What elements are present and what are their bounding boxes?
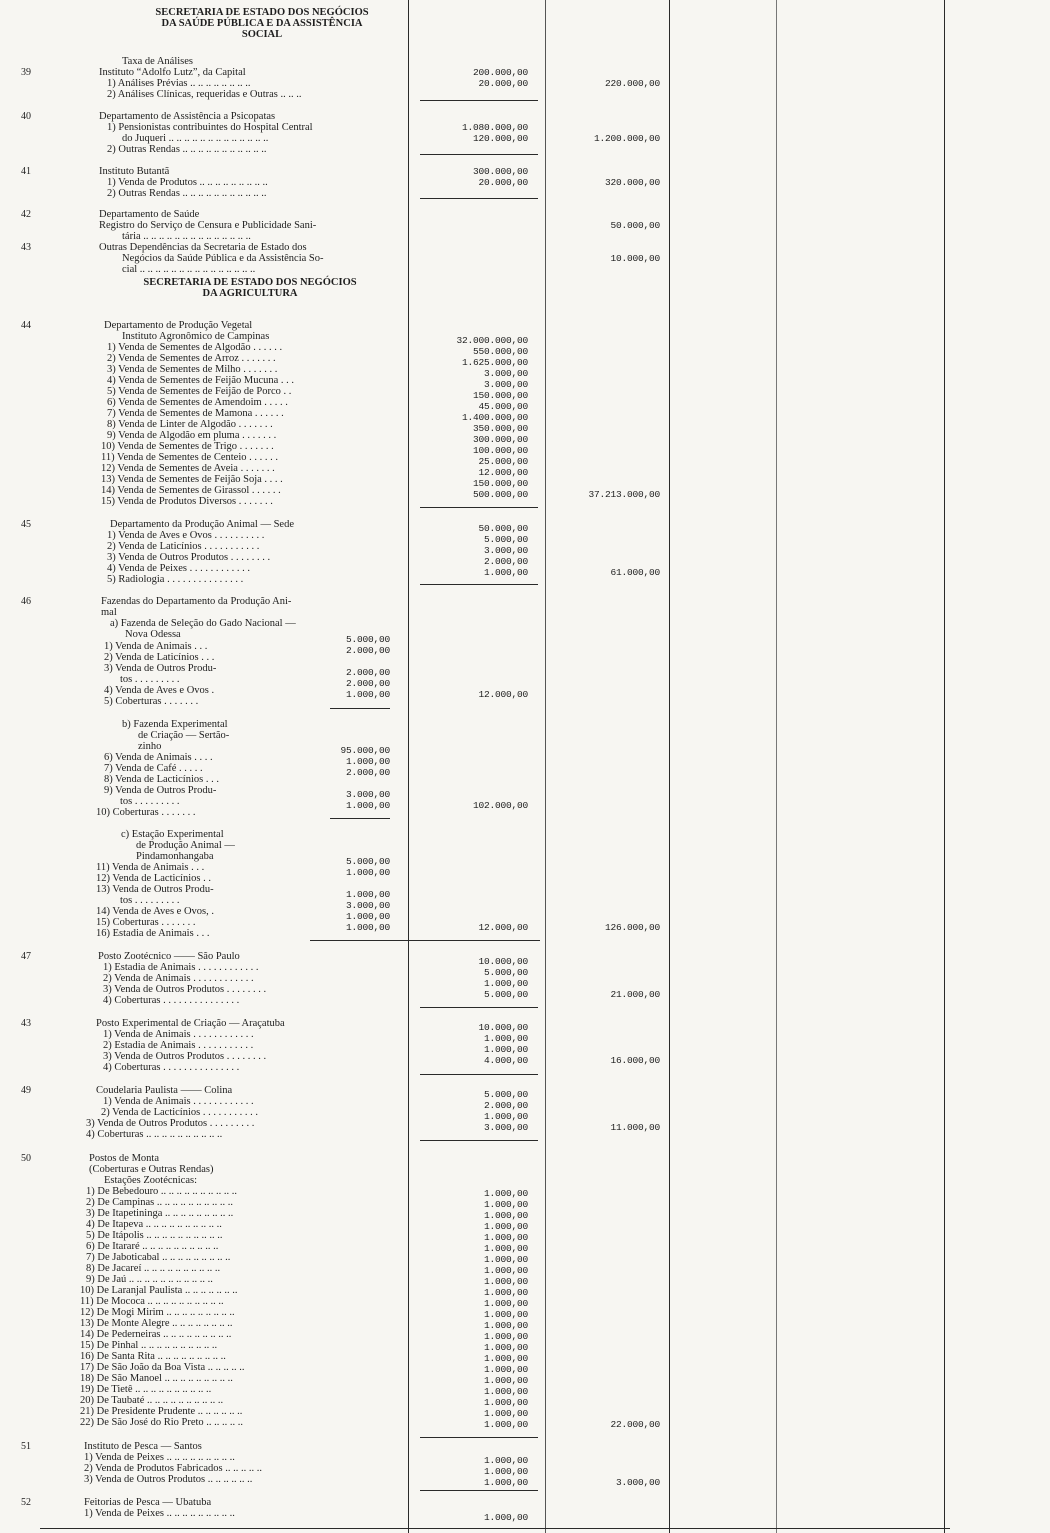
entry-line: 2) Venda de Laticínios . . . . . . . . . . . <box>107 541 260 552</box>
item-number: 45 <box>21 519 31 530</box>
entry-line: 2) De Campinas .. .. .. .. .. .. .. .. .. .. <box>86 1197 233 1208</box>
heading-line: DA SAÚDE PÚBLICA E DA ASSISTÊNCIA <box>161 18 363 30</box>
entry-line: 15) Venda de Produtos Diversos . . . . . . . <box>101 496 273 507</box>
amount-value: 32.000.000,00 <box>456 335 528 346</box>
entry-line: Pindamonhangaba <box>136 851 214 862</box>
amount-value: 37.213.000,00 <box>588 489 660 500</box>
entry-line: Posto Experimental de Criação — Araçatuba <box>96 1018 285 1029</box>
entry-line: 15) Coberturas . . . . . . . <box>96 917 196 928</box>
entry-line: 10) Venda de Sementes de Trigo . . . . . . . <box>101 441 274 452</box>
entry-line: 14) Venda de Aves e Ovos, . <box>96 906 215 917</box>
amount-value: 12.000,00 <box>478 467 528 478</box>
entry-line: 1) Venda de Sementes de Algodão . . . . . . <box>107 342 283 353</box>
entry-line: 2) Estadia de Animais . . . . . . . . . . . <box>103 1040 254 1051</box>
amount-value: 3.000,00 <box>483 379 528 390</box>
entry-line: 21) De Presidente Prudente .. .. .. .. .. .. <box>80 1406 243 1417</box>
entry-line: 1) Venda de Peixes .. .. .. .. .. .. .. .. .. <box>84 1452 235 1463</box>
amount-value: 2.000,00 <box>483 1100 528 1111</box>
amount-value: 1.000,00 <box>483 1375 528 1386</box>
item-number: 39 <box>21 67 31 78</box>
amount-value: 1.080.000,00 <box>461 122 528 133</box>
amount-value: 1.000,00 <box>345 922 390 933</box>
heading-line: DA AGRICULTURA <box>202 288 298 300</box>
entry-line: 12) De Mogi Mirim .. .. .. .. .. .. .. .. .. <box>80 1307 235 1318</box>
amount-value: 12.000,00 <box>478 922 528 933</box>
entry-line: 11) Venda de Animais . . . <box>96 862 205 873</box>
amount-value: 2.000,00 <box>345 667 390 678</box>
entry-line: 2) Venda de Produtos Fabricados .. .. .. .. .. <box>84 1463 262 1474</box>
amount-value: 45.000,00 <box>478 401 528 412</box>
amount-value: 550.000,00 <box>472 346 528 357</box>
entry-line: 9) De Jaú .. .. .. .. .. .. .. .. .. .. .. <box>86 1274 213 1285</box>
entry-line: 9) Venda de Algodão em pluma . . . . . . . <box>107 430 277 441</box>
sum-rule <box>420 507 538 508</box>
entry-line: 13) Venda de Sementes de Feijão Soja . . . . <box>101 474 283 485</box>
entry-line: Fazendas do Departamento da Produção Ani- <box>101 596 292 607</box>
amount-value: 5.000,00 <box>483 967 528 978</box>
entry-line: 3) Venda de Outros Produtos .. .. .. .. .. .. <box>84 1474 253 1485</box>
amount-value: 1.000,00 <box>345 911 390 922</box>
amount-value: 1.000,00 <box>483 1243 528 1254</box>
entry-line: 1) Venda de Animais . . . <box>104 641 208 652</box>
entry-line: 2) Outras Rendas .. .. .. .. .. .. .. .. .. .. .. <box>107 144 267 155</box>
amount-value: 300.000,00 <box>472 166 528 177</box>
entry-line: tos . . . . . . . . . <box>120 796 180 807</box>
entry-line: 8) Venda de Linter de Algodão . . . . . . . <box>107 419 273 430</box>
amount-value: 22.000,00 <box>610 1419 660 1430</box>
entry-line: 6) Venda de Sementes de Amendoim . . . . . <box>107 397 288 408</box>
entry-line: 1) Venda de Animais . . . . . . . . . . . . <box>103 1029 254 1040</box>
entry-line: 4) Venda de Aves e Ovos . <box>104 685 215 696</box>
amount-value: 1.000,00 <box>483 1033 528 1044</box>
amount-value: 1.000,00 <box>483 1331 528 1342</box>
amount-value: 10.000,00 <box>478 956 528 967</box>
entry-line: 1) De Bebedouro .. .. .. .. .. .. .. .. .. .. <box>86 1186 238 1197</box>
amount-value: 50.000,00 <box>478 523 528 534</box>
amount-value: 1.000,00 <box>483 1044 528 1055</box>
amount-value: 1.000,00 <box>483 1276 528 1287</box>
entry-line: 19) De Tietê .. .. .. .. .. .. .. .. .. .. <box>80 1384 212 1395</box>
entry-line: de Produção Animal — <box>136 840 235 851</box>
amount-value: 2.000,00 <box>345 767 390 778</box>
column-rule-extra <box>776 0 777 1533</box>
entry-line: 5) Venda de Sementes de Feijão de Porco . . <box>107 386 292 397</box>
sum-rule <box>420 1437 538 1438</box>
amount-value: 1.400.000,00 <box>461 412 528 423</box>
entry-line: Outras Dependências da Secretaria de Estado dos <box>99 242 307 253</box>
entry-line: Departamento de Assistência a Psicopatas <box>99 111 276 122</box>
amount-value: 11.000,00 <box>610 1122 660 1133</box>
item-number: 43 <box>21 242 31 253</box>
amount-value: 10.000,00 <box>610 253 660 264</box>
entry-line: 2) Outras Rendas .. .. .. .. .. .. .. .. .. .. .. <box>107 188 267 199</box>
entry-line: 4) Coberturas .. .. .. .. .. .. .. .. .. .. <box>86 1129 223 1140</box>
amount-value: 20.000,00 <box>478 78 528 89</box>
amount-value: 2.000,00 <box>345 645 390 656</box>
entry-line: 4) Coberturas . . . . . . . . . . . . . . . <box>103 1062 240 1073</box>
amount-value: 1.000,00 <box>483 1512 528 1523</box>
sum-rule <box>420 1140 538 1141</box>
amount-value: 1.000,00 <box>483 1477 528 1488</box>
entry-line: 1) Venda de Animais . . . . . . . . . . . . <box>103 1096 254 1107</box>
entry-line: 11) Venda de Sementes de Centeio . . . . . . <box>101 452 279 463</box>
entry-line: 2) Venda de Lacticínios . . . . . . . . . . . <box>101 1107 258 1118</box>
amount-value: 1.000,00 <box>483 1111 528 1122</box>
entry-line: 3) Venda de Sementes de Milho . . . . . . . <box>107 364 278 375</box>
sum-rule <box>330 708 390 709</box>
amount-value: 1.000,00 <box>483 1287 528 1298</box>
entry-line: Postos de Monta <box>89 1153 160 1164</box>
entry-line: 9) Venda de Outros Produ- <box>104 785 217 796</box>
amount-value: 5.000,00 <box>345 856 390 867</box>
column-rule-total <box>669 0 670 1533</box>
item-number: 42 <box>21 209 31 220</box>
amount-value: 1.000,00 <box>345 800 390 811</box>
amount-value: 126.000,00 <box>604 922 660 933</box>
sum-rule <box>330 818 390 819</box>
amount-value: 120.000,00 <box>472 133 528 144</box>
entry-line: 18) De São Manoel .. .. .. .. .. .. .. .. .. <box>80 1373 233 1384</box>
column-rule-text <box>408 0 409 1533</box>
amount-value: 21.000,00 <box>610 989 660 1000</box>
entry-line: 2) Venda de Laticínios . . . <box>104 652 215 663</box>
amount-value: 12.000,00 <box>478 689 528 700</box>
entry-line: tária .. .. .. .. .. .. .. .. .. .. .. .. .. .. <box>122 231 251 242</box>
section-heading-saude <box>112 7 412 41</box>
entry-line: Instituto Butantã <box>99 166 170 177</box>
amount-value: 220.000,00 <box>604 78 660 89</box>
amount-value: 1.000,00 <box>483 1309 528 1320</box>
entry-line: 7) Venda de Café . . . . . <box>104 763 203 774</box>
amount-value: 1.200.000,00 <box>593 133 660 144</box>
entry-line: mal <box>101 607 117 618</box>
amount-value: 1.000,00 <box>483 1188 528 1199</box>
sum-rule <box>420 154 538 155</box>
amount-value: 1.000,00 <box>483 1320 528 1331</box>
entry-line: 4) Venda de Sementes de Feijão Mucuna . . . <box>107 375 295 386</box>
item-number: 51 <box>21 1441 31 1452</box>
entry-line: 3) De Itapetininga .. .. .. .. .. .. .. .. .. <box>86 1208 234 1219</box>
page-bottom-rule <box>40 1528 950 1529</box>
amount-value: 3.000,00 <box>345 900 390 911</box>
item-number: 44 <box>21 320 31 331</box>
entry-line: 4) De Itapeva .. .. .. .. .. .. .. .. .. .. <box>86 1219 222 1230</box>
entry-line: 1) Análises Prévias .. .. .. .. .. .. .. .. <box>107 78 251 89</box>
entry-line: 3) Venda de Outros Produtos . . . . . . . . <box>103 1051 267 1062</box>
entry-line: 3) Venda de Outros Produtos . . . . . . . . <box>103 984 267 995</box>
entry-line: Instituto “Adolfo Lutz”, da Capital <box>99 67 246 78</box>
entry-line: de Criação — Sertão- <box>138 730 230 741</box>
amount-value: 1.000,00 <box>483 978 528 989</box>
heading-line: SOCIAL <box>241 29 283 41</box>
entry-line: 16) Estadia de Animais . . . <box>96 928 210 939</box>
amount-value: 1.000,00 <box>483 1298 528 1309</box>
amount-value: 102.000,00 <box>472 800 528 811</box>
entry-line: 3) Venda de Outros Produtos . . . . . . . . <box>107 552 271 563</box>
entry-line: Registro do Serviço de Censura e Publicidade Sani- <box>99 220 317 231</box>
entry-line: c) Estação Experimental <box>121 829 224 840</box>
entry-line: a) Fazenda de Seleção do Gado Nacional — <box>110 618 296 629</box>
entry-line: 10) Coberturas . . . . . . . <box>96 807 196 818</box>
entry-line: 4) Venda de Peixes . . . . . . . . . . . . <box>107 563 250 574</box>
item-number: 41 <box>21 166 31 177</box>
entry-line: 14) Venda de Sementes de Girassol . . . . . . <box>101 485 281 496</box>
heading-line: SECRETARIA DE ESTADO DOS NEGÓCIOS <box>155 7 369 18</box>
amount-value: 4.000,00 <box>483 1055 528 1066</box>
entry-line: tos . . . . . . . . . <box>120 895 180 906</box>
amount-value: 20.000,00 <box>478 177 528 188</box>
amount-value: 150.000,00 <box>472 478 528 489</box>
sum-rule <box>420 198 538 199</box>
sum-rule <box>420 100 538 101</box>
entry-line: 6) De Itararé .. .. .. .. .. .. .. .. .. .. <box>86 1241 219 1252</box>
amount-value: 1.625.000,00 <box>461 357 528 368</box>
entry-line: 22) De São José do Rio Preto .. .. .. .. .. <box>80 1417 244 1428</box>
item-number: 46 <box>21 596 31 607</box>
entry-line: 3) Venda de Outros Produ- <box>104 663 217 674</box>
amount-value: 1.000,00 <box>483 1199 528 1210</box>
column-rule-sub <box>545 0 546 1533</box>
column-rule-right <box>944 0 945 1533</box>
entry-line: Estações Zootécnicas: <box>104 1175 198 1186</box>
section-heading-agricultura <box>100 277 400 299</box>
sum-rule <box>420 584 538 585</box>
sum-rule <box>420 1490 538 1491</box>
amount-value: 350.000,00 <box>472 423 528 434</box>
entry-line: 8) Venda de Lacticínios . . . <box>104 774 219 785</box>
entry-line: 5) Radiologia . . . . . . . . . . . . . . . <box>107 574 244 585</box>
item-number: 50 <box>21 1153 31 1164</box>
amount-value: 16.000,00 <box>610 1055 660 1066</box>
entry-line: 5) Coberturas . . . . . . . <box>104 696 199 707</box>
entry-line: 15) De Pinhal .. .. .. .. .. .. .. .. .. .. <box>80 1340 218 1351</box>
entry-line: 17) De São João da Boa Vista .. .. .. .. .. <box>80 1362 245 1373</box>
entry-line: 2) Venda de Animais . . . . . . . . . . . . <box>103 973 254 984</box>
amount-value: 1.000,00 <box>483 1455 528 1466</box>
entry-line: Nova Odessa <box>125 629 181 640</box>
item-number: 47 <box>21 951 31 962</box>
entry-line: 2) Análises Clínicas, requeridas e Outras .. .. .. <box>107 89 302 100</box>
entry-line: 13) Venda de Outros Produ- <box>96 884 214 895</box>
amount-value: 1.000,00 <box>483 1466 528 1477</box>
entry-line: 1) Pensionistas contribuintes do Hospital Central <box>107 122 313 133</box>
amount-value: 100.000,00 <box>472 445 528 456</box>
amount-value: 3.000,00 <box>615 1477 660 1488</box>
amount-value: 95.000,00 <box>340 745 390 756</box>
entry-line: 7) De Jaboticabal .. .. .. .. .. .. .. .. .. <box>86 1252 231 1263</box>
sum-rule <box>420 1074 538 1075</box>
item-number: 43 <box>21 1018 31 1029</box>
amount-value: 500.000,00 <box>472 489 528 500</box>
entry-line: 8) De Jacareí .. .. .. .. .. .. .. .. .. .. <box>86 1263 221 1274</box>
amount-value: 150.000,00 <box>472 390 528 401</box>
entry-line: (Coberturas e Outras Rendas) <box>89 1164 214 1175</box>
entry-line: 2) Venda de Sementes de Arroz . . . . . . . <box>107 353 276 364</box>
entry-line: 1) Venda de Aves e Ovos . . . . . . . . . . <box>107 530 265 541</box>
amount-value: 25.000,00 <box>478 456 528 467</box>
amount-value: 200.000,00 <box>472 67 528 78</box>
entry-line: Coudelaria Paulista —— Colina <box>96 1085 233 1096</box>
entry-line: Taxa de Análises <box>122 56 193 67</box>
amount-value: 3.000,00 <box>483 545 528 556</box>
amount-value: 1.000,00 <box>483 1419 528 1430</box>
amount-value: 1.000,00 <box>345 867 390 878</box>
amount-value: 10.000,00 <box>478 1022 528 1033</box>
amount-value: 1.000,00 <box>483 1254 528 1265</box>
entry-line: 5) De Itápolis .. .. .. .. .. .. .. .. .. .. <box>86 1230 223 1241</box>
sum-rule <box>420 1007 538 1008</box>
entry-line: 20) De Taubaté .. .. .. .. .. .. .. .. .. .. <box>80 1395 224 1406</box>
entry-line: 1) Estadia de Animais . . . . . . . . . . . . <box>103 962 259 973</box>
amount-value: 1.000,00 <box>483 1408 528 1419</box>
entry-line: 14) De Pederneiras .. .. .. .. .. .. .. .. .. <box>80 1329 232 1340</box>
item-number: 49 <box>21 1085 31 1096</box>
amount-value: 3.000,00 <box>345 789 390 800</box>
entry-line: 13) De Monte Alegre .. .. .. .. .. .. .. .. <box>80 1318 233 1329</box>
amount-value: 1.000,00 <box>345 889 390 900</box>
entry-line: Instituto de Pesca — Santos <box>84 1441 202 1452</box>
entry-line: 12) Venda de Lacticínios . . <box>96 873 211 884</box>
amount-value: 1.000,00 <box>483 1386 528 1397</box>
entry-line: do Juqueri .. .. .. .. .. .. .. .. .. .. .. .. .. <box>122 133 269 144</box>
amount-value: 1.000,00 <box>483 1210 528 1221</box>
amount-value: 61.000,00 <box>610 567 660 578</box>
amount-value: 1.000,00 <box>483 1232 528 1243</box>
entry-line: 4) Coberturas . . . . . . . . . . . . . . . <box>103 995 240 1006</box>
item-number: 52 <box>21 1497 31 1508</box>
amount-value: 50.000,00 <box>610 220 660 231</box>
amount-value: 1.000,00 <box>483 567 528 578</box>
entry-line: zinho <box>138 741 162 752</box>
amount-value: 5.000,00 <box>483 534 528 545</box>
entry-line: Instituto Agronômico de Campinas <box>122 331 270 342</box>
amount-value: 320.000,00 <box>604 177 660 188</box>
entry-line: 1) Venda de Peixes .. .. .. .. .. .. .. .. .. <box>84 1508 235 1519</box>
entry-line: Departamento da Produção Animal — Sede <box>110 519 294 530</box>
amount-value: 2.000,00 <box>483 556 528 567</box>
entry-line: Feitorias de Pesca — Ubatuba <box>84 1497 212 1508</box>
entry-line: tos . . . . . . . . . <box>120 674 180 685</box>
entry-line: Posto Zootécnico —— São Paulo <box>98 951 240 962</box>
entry-line: b) Fazenda Experimental <box>122 719 228 730</box>
entry-line: 16) De Santa Rita .. .. .. .. .. .. .. .. .. <box>80 1351 226 1362</box>
entry-line: Departamento de Saúde <box>99 209 200 220</box>
amount-value: 5.000,00 <box>345 634 390 645</box>
amount-value: 5.000,00 <box>483 989 528 1000</box>
amount-value: 1.000,00 <box>483 1364 528 1375</box>
entry-line: Departamento de Produção Vegetal <box>104 320 253 331</box>
amount-value: 3.000,00 <box>483 1122 528 1133</box>
entry-line: Negócios da Saúde Pública e da Assistência So- <box>122 253 324 264</box>
amount-value: 1.000,00 <box>483 1265 528 1276</box>
amount-value: 1.000,00 <box>483 1221 528 1232</box>
entry-line: 6) Venda de Animais . . . . <box>104 752 213 763</box>
entry-line: 3) Venda de Outros Produtos . . . . . . . . . <box>86 1118 255 1129</box>
amount-value: 5.000,00 <box>483 1089 528 1100</box>
sum-rule <box>310 940 540 941</box>
item-number: 40 <box>21 111 31 122</box>
entry-line: 11) De Mococa .. .. .. .. .. .. .. .. .. .. <box>80 1296 224 1307</box>
amount-value: 1.000,00 <box>483 1353 528 1364</box>
entry-line: 10) De Laranjal Paulista .. .. .. .. .. .. .. <box>80 1285 238 1296</box>
entry-line: 12) Venda de Sementes de Aveia . . . . . . . <box>101 463 275 474</box>
entry-line: cial .. .. .. .. .. .. .. .. .. .. .. .. .. .. .. <box>122 264 256 275</box>
amount-value: 1.000,00 <box>345 756 390 767</box>
amount-value: 1.000,00 <box>483 1342 528 1353</box>
entry-line: 7) Venda de Sementes de Mamona . . . . . . <box>107 408 284 419</box>
amount-value: 2.000,00 <box>345 678 390 689</box>
amount-value: 3.000,00 <box>483 368 528 379</box>
amount-value: 300.000,00 <box>472 434 528 445</box>
entry-line: 1) Venda de Produtos .. .. .. .. .. .. .. .. .. <box>107 177 268 188</box>
amount-value: 1.000,00 <box>345 689 390 700</box>
heading-line: SECRETARIA DE ESTADO DOS NEGÓCIOS <box>143 277 357 288</box>
amount-value: 1.000,00 <box>483 1397 528 1408</box>
